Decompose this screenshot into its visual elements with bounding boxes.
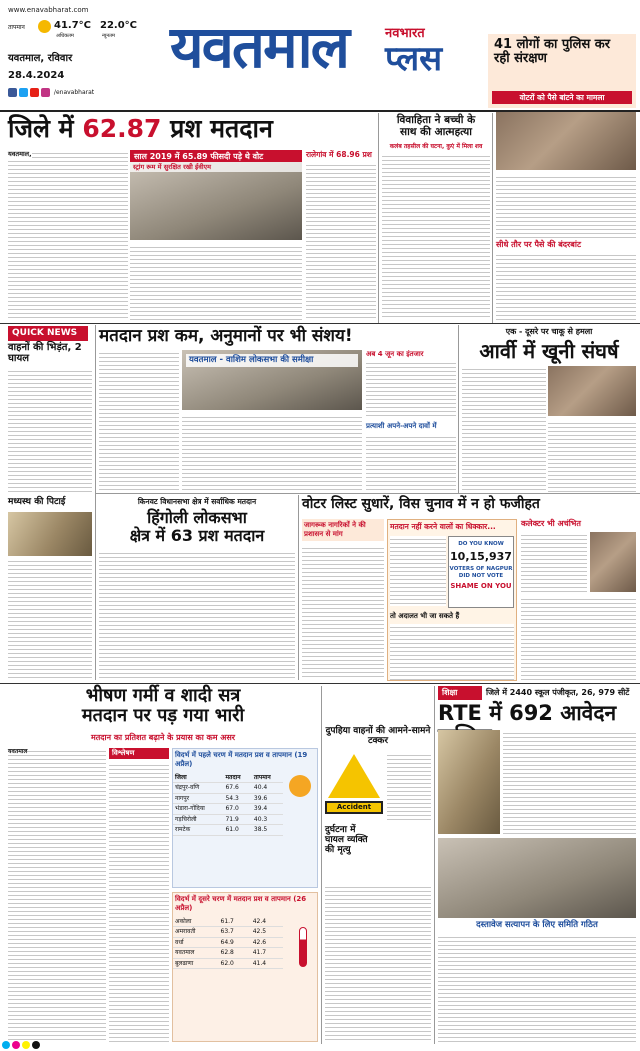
warning-icon (328, 754, 380, 798)
two-wheeler-headline: दुपहिया वाहनों की आमने-सामने टक्कर (325, 726, 431, 746)
temp-min: 22.0°C (100, 20, 138, 31)
ralegaon-head: रालेगांव में 68.96 प्रश (306, 150, 372, 159)
divider (434, 686, 435, 1044)
review-body-2 (182, 414, 362, 490)
table-row: यवतमाल 62.8 41.7 (173, 948, 283, 959)
divider (95, 325, 96, 680)
arvi-kicker: एक - दूसरे पर चाकू से हमला (505, 327, 593, 336)
arvi-body-2 (548, 420, 636, 492)
review-headline: मतदान प्रश कम, अनुमानों पर भी संशय! (99, 326, 353, 346)
hingoli-kicker: किनवट विधानसभा क्षेत्र में सर्वाधिक मतदान (137, 497, 257, 506)
collector-head: कलेक्टर भी अचंभित (521, 519, 581, 528)
quick-news-label: QUICK NEWS (8, 326, 88, 341)
divider (458, 325, 459, 493)
quick-news-item-1-body (8, 368, 92, 494)
twitter-icon[interactable] (19, 88, 28, 97)
classroom-photo (438, 838, 636, 918)
voter-list-body (302, 545, 384, 680)
shame-box (387, 519, 517, 681)
police-protection-headline: 41 लोगों का पुलिस कर रही संरक्षण (494, 37, 611, 67)
table-row: बुलढाणा 62.0 41.4 (173, 958, 283, 969)
ralegaon-body (306, 162, 376, 320)
vote-review-photo (182, 350, 362, 410)
table-header-row: जिला मतदान तापमान (173, 773, 283, 783)
phase1-title: विदर्भ में पहले चरण में मतदान प्रश व तापमान (19 अप्रैल) (175, 751, 308, 768)
youtube-icon[interactable] (30, 88, 39, 97)
main-headline: जिले में 62.87 प्रश मतदान (8, 114, 273, 143)
school-photo (438, 730, 500, 834)
sun-icon (289, 775, 311, 797)
temp-max: 41.7°C (54, 20, 92, 31)
voter-list-headline: वोटर लिस्ट सुधारें, विस चुनाव में न हो फजीहत (302, 496, 540, 512)
main-dateline: यवतमाल, (8, 150, 32, 158)
divider (0, 683, 640, 684)
table-row: भंडारा-गोंदिया 67.0 39.4 (173, 804, 283, 815)
phase1-table (172, 748, 318, 888)
top-right-story (488, 34, 636, 108)
social-handle[interactable]: /enavabharat (53, 89, 95, 96)
arvi-headline: आर्वी में खूनी संघर्ष (479, 339, 619, 363)
two-wheeler-body-2 (325, 884, 431, 1042)
registration-mark (2, 1041, 10, 1049)
thermometer-icon (299, 927, 307, 967)
death-head: दुर्घटना में घायल व्यक्ति की मृत्यु (325, 825, 368, 855)
accident-sign (325, 752, 383, 822)
table-row: चंद्रपुर-वणि 67.6 40.4 (173, 783, 283, 794)
instagram-icon[interactable] (41, 88, 50, 97)
main-sub-banner: साल 2019 में 65.89 फीसदी पड़े थे वोट (130, 150, 302, 164)
city-day: यवतमाल, रविवार (8, 53, 73, 64)
divider (378, 113, 379, 323)
two-wheeler-body (387, 752, 431, 822)
temp-max-label: अधिकतम (56, 33, 74, 39)
heat-dateline: यवतमाल (8, 748, 28, 755)
collector-photo (590, 532, 636, 592)
website-url[interactable]: www.enavabharat.com (8, 6, 89, 14)
voter-list-sub-banner: जागरूक नागरिकों ने की प्रशासन से मांग (302, 519, 384, 541)
collector-body-2 (521, 596, 636, 680)
registration-mark (32, 1041, 40, 1049)
table-row: नागपुर 54.3 39.6 (173, 793, 283, 804)
june-4-body (366, 360, 456, 418)
weather-label: तापमान (8, 24, 25, 31)
brand-name: नवभारत (385, 26, 425, 41)
do-you-know-poster: DO YOU KNOW 10,15,937 VOTERS OF NAGPUR DID NOT VOTE SHAME ON YOU (448, 536, 514, 608)
quick-news-item-2-body (8, 558, 92, 678)
newspaper-title: यवतमाल (170, 13, 348, 81)
quick-news-item-2-head: मध्यस्थ की पिटाई (8, 497, 66, 507)
divider (492, 113, 493, 323)
shame-box-head: मतदान नहीं करने वालों का धिक्कार... (390, 522, 496, 531)
table-row: अकोला 61.7 42.4 (173, 917, 283, 927)
divider (0, 323, 640, 324)
hingoli-body (99, 550, 295, 678)
weather-block (8, 20, 160, 44)
hingoli-headline: हिंगोली लोकसभा क्षेत्र में 63 प्रश मतदान (129, 508, 265, 545)
accident-label: Accident (325, 801, 383, 814)
brand-plus: प्लस (385, 39, 443, 79)
phase2-table (172, 892, 318, 1042)
sun-icon (38, 20, 51, 33)
suicide-headline: विवाहिता ने बच्ची के साथ की आत्महत्या (396, 114, 476, 138)
divider (321, 686, 322, 1044)
arvi-body (462, 366, 546, 492)
dispute-photo (8, 512, 92, 556)
phase2-title: विदर्भ में दूसरे चरण में मतदान प्रश व तापमान (26 अप्रैल) (175, 895, 307, 912)
photo-caption: स्ट्रांग रूम में सुरक्षित रखी ईवीएम (130, 162, 302, 172)
suicide-subhead: कलंब तहसील की घटना, कुएं में मिला शव (389, 143, 483, 150)
table-row: अमरावती 63.7 42.5 (173, 927, 283, 938)
review-sub-banner: यवतमाल - वाशिम लोकसभा की समीक्षा (186, 354, 358, 367)
quick-news-item-1-head: वाहनों की भिड़ंत, 2 घायल (8, 342, 82, 364)
verification-caption: दस्तावेज सत्यापन के लिए समिति गठित (476, 920, 598, 930)
cash-distribution-head: सीधे तौर पर पैसे की बंदरबांट (496, 240, 581, 249)
shame-box-body (390, 536, 446, 606)
table-row: वर्धा 64.9 42.6 (173, 937, 283, 948)
heat-body-2 (109, 762, 169, 1042)
court-head: तो अदालत भी जा सकते हैं (390, 612, 460, 620)
divider (95, 493, 640, 494)
rte-headline: RTE में 692 आवेदन (438, 701, 617, 725)
rte-body-2 (438, 934, 636, 1042)
rte-kicker: जिले में 2440 स्कूल पंजीकृत, 26, 979 सीटें (486, 688, 630, 697)
evm-strongroom-photo (130, 162, 302, 240)
june-4-head: अब 4 जून का इंतजार (366, 350, 424, 358)
review-body (99, 350, 179, 490)
registration-mark (22, 1041, 30, 1049)
police-story-body (496, 174, 636, 238)
cash-distribution-subhead: वोटरों को पैसे बांटने का मामला (492, 91, 632, 104)
arvi-photo (548, 366, 636, 416)
temp-min-label: न्यूनतम (102, 33, 115, 39)
registration-mark (12, 1041, 20, 1049)
candidates-body (366, 434, 456, 490)
main-story-body-2 (130, 244, 302, 320)
issue-date: 28.4.2024 (8, 70, 65, 81)
facebook-icon[interactable] (8, 88, 17, 97)
table-row: गड़चिरोली 71.9 40.3 (173, 814, 283, 825)
main-story-body (8, 150, 128, 320)
table-row: रामटेक 61.0 38.5 (173, 825, 283, 836)
candidates-head: प्रत्याशी अपने-अपने दावों में (366, 422, 437, 430)
education-label: शिक्षा (438, 686, 482, 700)
cash-body (496, 252, 636, 320)
social-icons (8, 88, 94, 97)
collector-body (521, 532, 587, 592)
analysis-label: विश्लेषण (109, 748, 169, 759)
heat-subhead: मतदान का प्रतिशत बढ़ाने के प्रयास का कम असर (90, 733, 236, 742)
suicide-body (382, 153, 490, 320)
court-body (390, 624, 514, 680)
divider (298, 495, 299, 680)
rte-body (503, 730, 636, 834)
heat-body (8, 748, 106, 1042)
heat-headline: भीषण गर्मी व शादी सत्र मतदान पर पड़ गया भारी (81, 685, 245, 726)
police-photo (496, 112, 636, 170)
